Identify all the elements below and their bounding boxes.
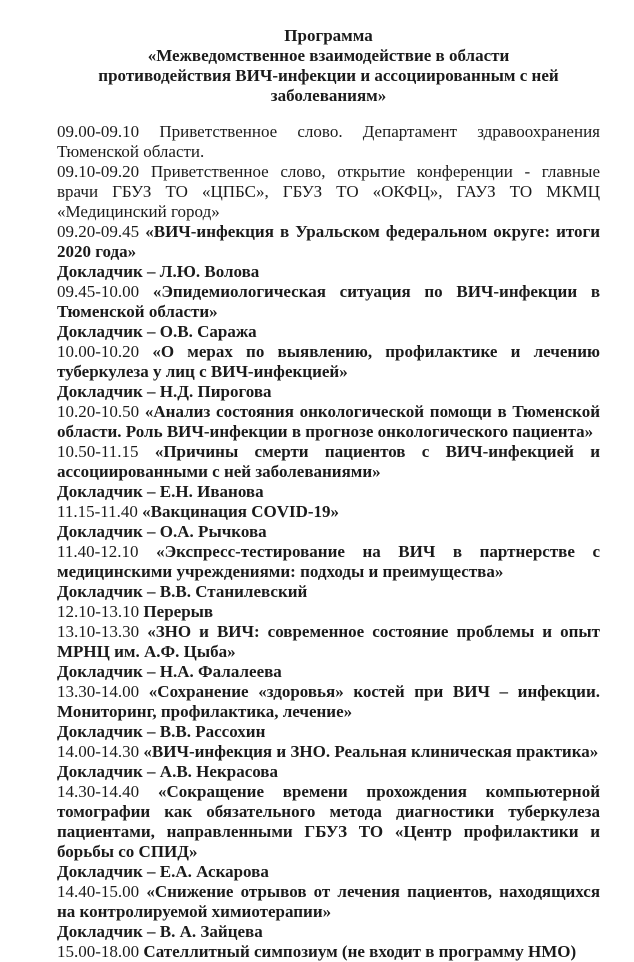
schedule-entry: [57, 282, 600, 322]
schedule-entry: [57, 942, 600, 962]
entry-time: 11.15-11.40: [57, 502, 138, 521]
schedule-entry: [57, 122, 600, 162]
entry-speaker: Докладчик – Н.А. Фалалеева: [57, 662, 282, 681]
program-subtitle: «Межведомственное взаимодействие в области противодействия ВИЧ-инфекции и ассоциированным с ней заболеваниям»: [98, 46, 559, 105]
entry-title: Перерыв: [143, 602, 214, 621]
entry-time: 15.00-18.00: [57, 942, 140, 961]
entry-time: 14.40-15.00: [57, 882, 140, 901]
entry-title: «ВИЧ-инфекция в Уральском федеральном округе: итоги 2020 года»: [57, 222, 601, 261]
schedule-entry: [57, 542, 600, 582]
entry-speaker: Докладчик – А.В. Некрасова: [57, 762, 278, 781]
entry-time: 12.10-13.10: [57, 602, 140, 621]
entry-time: 14.30-14.40: [57, 782, 140, 801]
entry-speaker: Докладчик – Е.Н. Иванова: [57, 482, 264, 501]
entry-speaker: Докладчик – О.А. Рычкова: [57, 522, 267, 541]
entry-time: 14.00-14.30: [57, 742, 140, 761]
entry-speaker: Докладчик – В.В. Станилевский: [57, 582, 308, 601]
entry-time: 10.00-10.20: [57, 342, 140, 361]
entry-title: «Сохранение «здоровья» костей при ВИЧ – инфекции. Мониторинг, профилактика, лечение»: [57, 682, 601, 721]
entry-title: «Эпидемиологическая ситуация по ВИЧ-инфекции в Тюменской области»: [57, 282, 601, 321]
schedule-entry: [57, 742, 600, 762]
document-title: [57, 26, 600, 106]
schedule: [57, 122, 600, 962]
schedule-entry: [57, 342, 600, 382]
entry-title: «Вакцинация COVID-19»: [142, 502, 340, 521]
entry-time: 09.45-10.00: [57, 282, 140, 301]
entry-title: «Анализ состояния онкологической помощи в Тюменской области. Роль ВИЧ-инфекции в прогнозе онкологического пациента»: [57, 402, 601, 441]
entry-speaker: Докладчик – Н.Д. Пирогова: [57, 382, 272, 401]
entry-time: 09.10-09.20: [57, 162, 140, 181]
schedule-entry: [57, 442, 600, 482]
entry-time: 13.10-13.30: [57, 622, 140, 641]
schedule-entry: [57, 502, 600, 522]
entry-speaker: Докладчик – О.В. Саража: [57, 322, 257, 341]
entry-title: Сателлитный симпозиум (не входит в программу НМО): [143, 942, 577, 961]
entry-title: Приветственное слово. Департамент здравоохранения Тюменской области.: [57, 122, 600, 161]
program-heading: Программа: [284, 26, 373, 45]
entry-time: 10.50-11.15: [57, 442, 139, 461]
entry-time: 09.00-09.10: [57, 122, 140, 141]
schedule-entry: [57, 782, 600, 862]
entry-title: «ЗНО и ВИЧ: современное состояние проблемы и опыт МРНЦ им. А.Ф. Цыба»: [57, 622, 601, 661]
entry-speaker: Докладчик – В.В. Рассохин: [57, 722, 266, 741]
entry-title: «Снижение отрывов от лечения пациентов, находящихся на контролируемой химиотерапии»: [57, 882, 601, 921]
schedule-entry: [57, 622, 600, 662]
entry-speaker: Докладчик – Л.Ю. Волова: [57, 262, 260, 281]
entry-title: «Экспресс-тестирование на ВИЧ в партнерстве с медицинскими учреждениями: подходы и преимущества»: [57, 542, 600, 581]
schedule-entry: [57, 222, 600, 262]
entry-time: 09.20-09.45: [57, 222, 140, 241]
schedule-entry: [57, 162, 600, 222]
schedule-entry: [57, 402, 600, 442]
entry-speaker: Докладчик – Е.А. Аскарова: [57, 862, 269, 881]
entry-time: 11.40-12.10: [57, 542, 139, 561]
schedule-entry: [57, 882, 600, 922]
entry-speaker: Докладчик – В. А. Зайцева: [57, 922, 263, 941]
entry-title: Приветственное слово, открытие конференции - главные врачи ГБУЗ ТО «ЦПБС», ГБУЗ ТО «ОКФЦ», ГАУЗ ТО МКМЦ «Медицинский город»: [57, 162, 600, 221]
entry-time: 13.30-14.00: [57, 682, 140, 701]
entry-title: «Сокращение времени прохождения компьютерной томографии как обязательного метода диагностики туберкулеза пациентами, направленными ГБУЗ ТО «Центр профилактики и борьбы со СПИД»: [57, 782, 600, 861]
entry-title: «О мерах по выявлению, профилактике и лечению туберкулеза у лиц с ВИЧ-инфекцией»: [57, 342, 601, 381]
entry-title: «Причины смерти пациентов с ВИЧ-инфекцией и ассоциированными с ней заболеваниями»: [57, 442, 601, 481]
entry-time: 10.20-10.50: [57, 402, 140, 421]
schedule-entry: [57, 602, 600, 622]
entry-title: «ВИЧ-инфекция и ЗНО. Реальная клиническая практика»: [143, 742, 599, 761]
schedule-entry: [57, 682, 600, 722]
